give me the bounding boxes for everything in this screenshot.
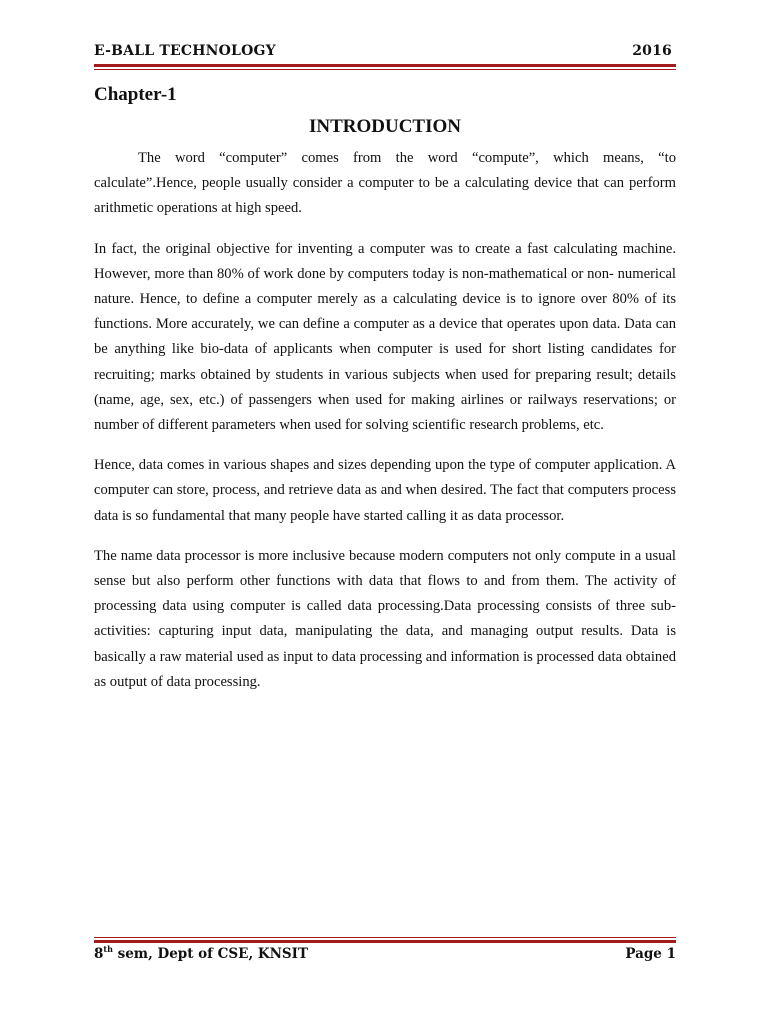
paragraph: In fact, the original objective for inventing a computer was to create a fast calculating machine. However, more than 80% of work done by computers today is non-mathematical or non- numerical nature. Hence, to define a computer merely as a calculating device is to ignore over 80% of its functions. More accurately, we can define a computer as a device that operates upon data. Data can be anything like bio-data of applicants when computer is used for short listing candidates for recruiting; marks obtained by students in various subjects when used for preparing result; details (name, age, sex, etc.) of passengers when used for making airlines or railways reservations; or number of different parameters when used for solving scientific research problems, etc. (94, 240, 676, 434)
footer-department-text: sem, Dept of CSE, KNSIT (112, 946, 309, 962)
page-header (94, 43, 676, 63)
header-rule-thick (94, 64, 676, 67)
header-rule-thin (94, 69, 676, 70)
page-footer (94, 946, 676, 966)
chapter-label: Chapter-1 (94, 84, 177, 105)
body-text (94, 146, 676, 710)
page-number: Page 1 (625, 946, 676, 962)
footer-rule-thick (94, 940, 676, 943)
paragraph: The name data processor is more inclusive because modern computers not only compute in a usual sense but also perform other functions with data that flows to and from them. The activity of processing data using computer is called data processing.Data processing consists of three sub-activities: capturing input data, manipulating the data, and managing output results. Data is basically a raw material used as input to data processing and information is processed data obtained as output of data processing. (94, 547, 676, 690)
footer-rule-thin (94, 937, 676, 938)
header-year: 2016 (632, 43, 672, 59)
header-title: E-BALL TECHNOLOGY (94, 43, 276, 59)
section-heading: INTRODUCTION (308, 116, 462, 137)
footer-semester-number: 8 (94, 946, 104, 962)
paragraph: The word “computer” comes from the word “compute”, which means, “to calculate”.Hence, people usually consider a computer to be a calculating device that can perform arithmetic operations at high speed. (94, 150, 676, 217)
paragraph: Hence, data comes in various shapes and sizes depending upon the type of computer application. A computer can store, process, and retrieve data as and when desired. The fact that computers process data is so fundamental that many people have started calling it as data processor. (94, 457, 676, 524)
footer-department (94, 946, 308, 962)
footer-semester-suffix: th (103, 944, 113, 954)
